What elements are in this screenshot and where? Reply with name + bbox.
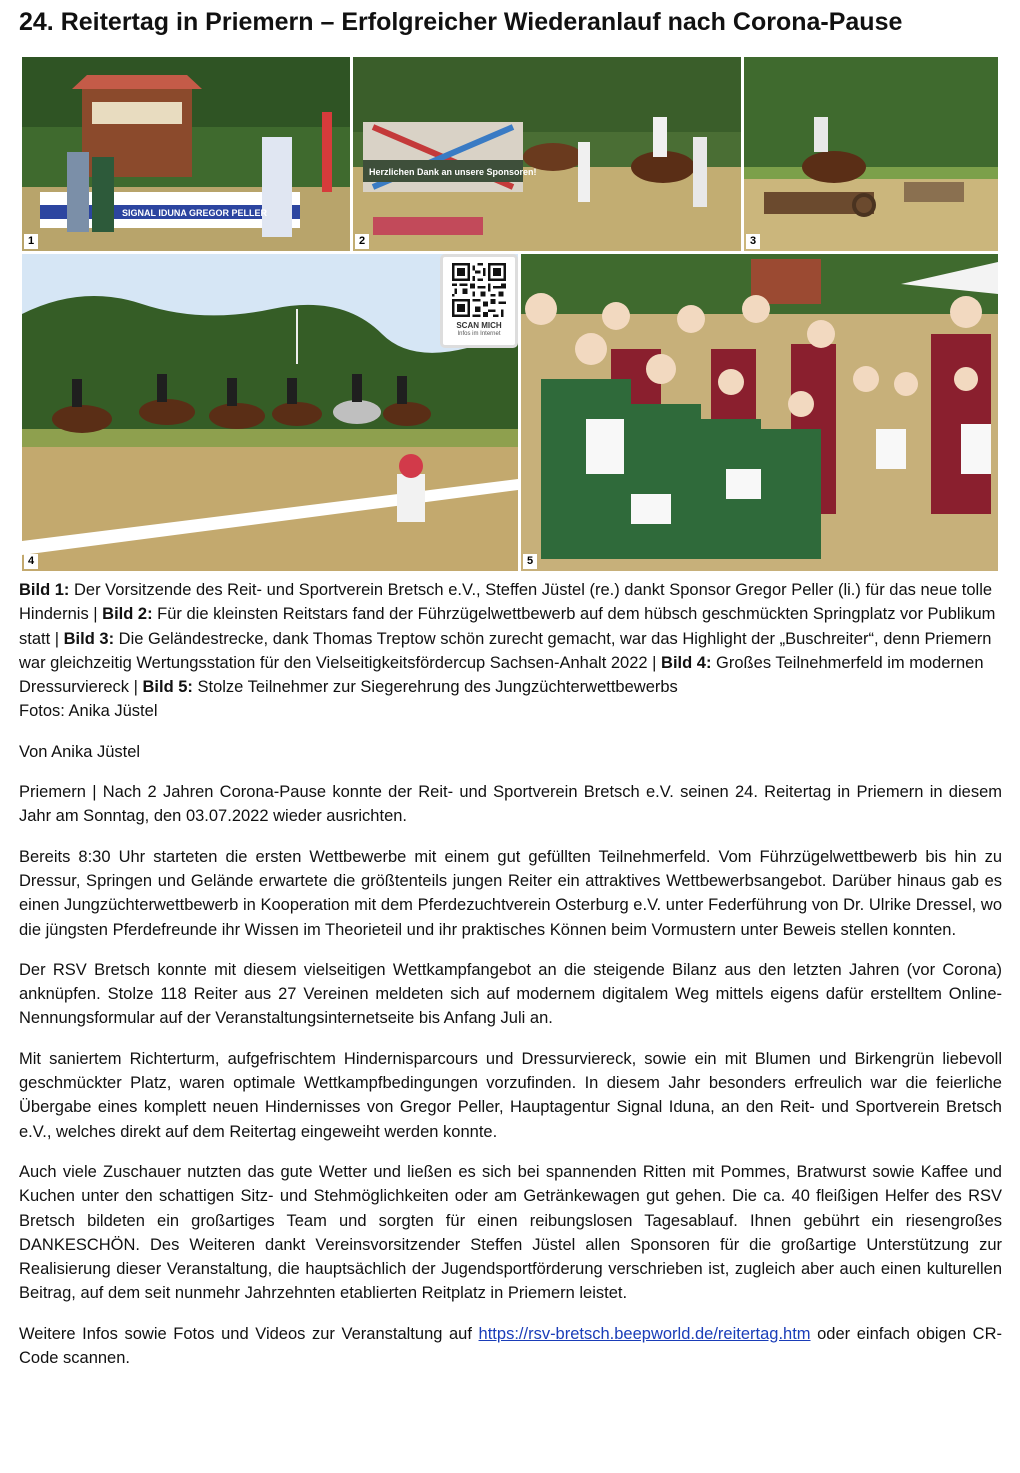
photo-5 (521, 254, 998, 571)
photo-1 (22, 57, 350, 251)
article-title: 24. Reitertag in Priemern – Erfolgreicher Wiederanlauf nach Corona-Pause (19, 8, 903, 36)
qr-code-badge[interactable] (440, 254, 518, 348)
caption-label-2: Bild 2: (102, 605, 153, 624)
caption-label-5: Bild 5: (142, 678, 193, 697)
photo-number: 5 (523, 554, 537, 569)
caption-text-4: Großes Teilnehmerfeld im modernen Dressurviereck | (19, 653, 984, 697)
event-link[interactable]: https://rsv-bretsch.beepworld.de/reitertag.htm (478, 1324, 811, 1343)
photo-caption (19, 578, 1002, 724)
paragraph: Der RSV Bretsch konnte mit diesem vielseitigen Wettkampfangebot an die steigende Bilanz aus den letzten Jahren (vor Corona) anknüpfen. Stolze 118 Reiter aus 27 Vereinen meldeten sich auf modernem digitalem Weg mittels eigens dafür erstelltem Online-Nennungsformular auf der Veranstaltungsinternetseite bis Anfang Juli an. (19, 960, 1002, 1028)
paragraph: Auch viele Zuschauer nutzten das gute Wetter und ließen es sich bei spannenden Ritten mit Pommes, Bratwurst sowie Kaffee und Kuchen unter den schattigen Sitz- und Stehmöglichkeiten oder am Getränkewagen gut gehen. Die ca. 40 fleißigen Helfer des RSV Bretsch bildeten ein großartiges Team und sorgten für einen reibungslosen Tagesablauf. Ihnen gebührt ein riesengroßes DANKESCHÖN. Des Weiteren dankt Vereinsvorsitzender Steffen Jüstel allen Sponsoren für die großartige Unterstützung zur Realisierung dieser Veranstaltung, die hauptsächlich der Jugendsportförderung verschrieben ist, zugleich aber auch einen kulturellen Beitrag, auf dem seit nunmehr Jahrzehnten etablierten Reitplatz in Priemern leistet. (19, 1162, 1002, 1303)
paragraph: Bereits 8:30 Uhr starteten die ersten Wettbewerbe mit einem gut gefüllten Teilnehmerfeld. Vom Führzügelwettbewerb bis hin zu Dressur, Springen und Gelände erwartete die größtenteils jungen Reiter ein attraktives Wettbewerbsangebot. Darüber hinaus gab es einen Jungzüchterwettbewerb in Kooperation mit dem Pferdezuchtverein Osterburg e.V. unter Federführung von Dr. Ulrike Dressel, wo die jüngsten Pferdefreunde ihr Wissen im Theorieteil und ihr praktisches Können beim Vormustern unter Beweis stellen konnten. (19, 847, 1002, 939)
photo-3 (744, 57, 998, 251)
sponsor-sign-text: SIGNAL IDUNA GREGOR PELLER (122, 208, 268, 218)
photo-number: 4 (24, 554, 38, 569)
thanks-banner-text: Herzlichen Dank an unsere Sponsoren! (369, 167, 537, 177)
caption-text-3: Die Geländestrecke, dank Thomas Treptow schön zurecht gemacht, war das Highlight der „Buschreiter“, denn Priemern war gleichzeitig Wertungsstation für den Vielseitigkeitsfördercup Sachsen-Anhalt 2022 | (19, 629, 992, 672)
closing-text: Weitere Infos sowie Fotos und Videos zur Veranstaltung auf (19, 1324, 479, 1343)
caption-label-1: Bild 1: (19, 581, 70, 599)
photo-2 (353, 57, 741, 251)
caption-label-4: Bild 4: (661, 653, 712, 672)
caption-text-1: Der Vorsitzende des Reit- und Sportverein Bretsch e.V., Steffen Jüstel (re.) dankt Sponsor Gregor Peller (li.) für das neue tolle Hindernis | (19, 581, 993, 624)
caption-text-5: Stolze Teilnehmer zur Siegerehrung des Jungzüchterwettbewerbs (192, 678, 678, 697)
photo-credit: Fotos: Anika Jüstel (19, 702, 158, 721)
qr-sublabel: Infos im Internet (457, 331, 501, 337)
closing-text-end: oder einfach obigen CR-Code scannen. (19, 1324, 1002, 1368)
author-line: Von Anika Jüstel (19, 742, 141, 761)
photo-number: 2 (355, 234, 369, 249)
photo-number: 3 (746, 234, 760, 249)
photo-number: 1 (24, 234, 38, 249)
paragraph: Mit saniertem Richterturm, aufgefrischtem Hindernisparcours und Dressurviereck, sowie ein mit Blumen und Birkengrün liebevoll geschmückter Platz, waren optimale Wettkampfbedingungen vorzufinden. In diesem Jahr besonders erfreulich war die feierliche Übergabe eines komplett neuen Hindernisses von Gregor Peller, Hauptagentur Signal Iduna, an den Reit- und Sportverein Bretsch e.V., welches direkt auf dem Reitertag eingeweiht werden konnte. (19, 1049, 1002, 1141)
closing-paragraph (19, 1322, 1002, 1371)
caption-label-3: Bild 3: (63, 629, 115, 648)
caption-text-2: Für die kleinsten Reitstars fand der Führzügelwettbewerb auf dem hübsch geschmückten Springplatz vor Publikum statt | (19, 605, 996, 648)
qr-label: SCAN MICH (456, 321, 502, 330)
paragraph: Priemern | Nach 2 Jahren Corona-Pause konnte der Reit- und Sportverein Bretsch e.V. seinen 24. Reitertag in Priemern in diesem Jahr am Sonntag, den 03.07.2022 wieder ausrichten. (19, 783, 1002, 826)
article-body (19, 578, 1002, 1386)
qr-code-icon (452, 263, 506, 317)
